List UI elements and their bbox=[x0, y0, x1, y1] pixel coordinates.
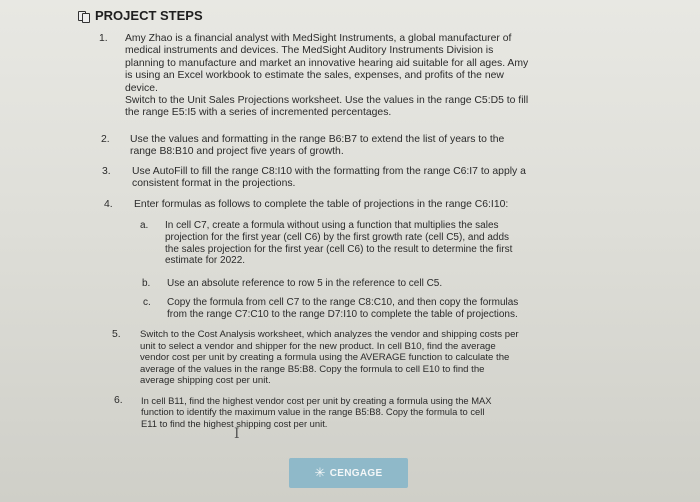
step-line: range B8:B10 and project five years of growth. bbox=[130, 146, 344, 158]
step-line: device. bbox=[125, 82, 158, 94]
step-line: the range E5:I5 with a series of incremented percentages. bbox=[125, 107, 392, 119]
substep-line: In cell C7, create a formula without using a function that multiplies the sales bbox=[165, 220, 499, 231]
substep-letter: a. bbox=[140, 220, 149, 231]
step-line: Enter formulas as follows to complete the table of projections in the range C6:I10: bbox=[134, 199, 509, 210]
cengage-button[interactable] bbox=[289, 458, 408, 488]
substep-letter: c. bbox=[143, 297, 151, 308]
step-line: medical instruments and devices. The MedSight Auditory Instruments Division is bbox=[125, 45, 494, 57]
cengage-button-label: CENGAGE bbox=[329, 467, 383, 479]
substep-line: estimate for 2022. bbox=[165, 255, 246, 267]
step-line: planning to manufacture and market an innovative hearing aid suitable for all ages. Amy bbox=[125, 57, 529, 69]
step-line: E11 to find the highest shipping cost per unit. bbox=[141, 417, 328, 429]
step-line: Use the values and formatting in the range B6:B7 to extend the list of years to the bbox=[130, 134, 505, 145]
cengage-logo-icon: ✳ bbox=[314, 465, 326, 480]
substep-line: the sales projection for the first year (cell C6) to the result to determine the first bbox=[165, 243, 513, 255]
step-line: unit to select a vendor and shipper for the new product. In cell B10, find the average bbox=[140, 340, 496, 352]
step-line: Use AutoFill to fill the range C8:I10 with the formatting from the range C6:I7 to apply a bbox=[132, 166, 526, 177]
step-line: vendor cost per unit by creating a formula using the AVERAGE function to calculate the bbox=[140, 352, 510, 364]
substep-line: from the range C7:C10 to the range D7:I10 to complete the table of projections. bbox=[167, 308, 518, 320]
step-line: Amy Zhao is a financial analyst with MedSight Instruments, a global manufacturer of bbox=[125, 33, 512, 44]
step-number: 6. bbox=[114, 395, 123, 406]
step-6 bbox=[114, 395, 594, 431]
step-number: 5. bbox=[112, 329, 121, 340]
substep-a bbox=[140, 220, 600, 270]
step-number: 3. bbox=[102, 166, 111, 177]
page-title: PROJECT STEPS bbox=[95, 8, 203, 23]
substep-letter: b. bbox=[142, 278, 151, 289]
step-line: In cell B11, find the highest vendor cost per unit by creating a formula using the MAX bbox=[141, 395, 492, 406]
project-steps-header bbox=[78, 8, 203, 23]
step-5 bbox=[112, 329, 612, 389]
step-3 bbox=[102, 166, 612, 192]
step-line: function to identify the maximum value in the range B5:B8. Copy the formula to cell bbox=[141, 406, 485, 418]
step-line: average of the values in the range B5:B8. Copy the formula to cell E10 to find the bbox=[140, 363, 485, 375]
substep-c bbox=[143, 297, 603, 323]
substep-line: Use an absolute reference to row 5 in the reference to cell C5. bbox=[167, 278, 443, 289]
step-number: 1. bbox=[99, 33, 108, 44]
substep-line: Copy the formula from cell C7 to the range C8:C10, and then copy the formulas bbox=[167, 297, 519, 308]
text-cursor-icon: I bbox=[234, 426, 240, 442]
step-line: average shipping cost per unit. bbox=[140, 375, 271, 387]
step-2 bbox=[101, 134, 601, 160]
copy-icon bbox=[78, 10, 89, 21]
step-line: Switch to the Unit Sales Projections worksheet. Use the values in the range C5:D5 to fill bbox=[125, 95, 529, 107]
step-1 bbox=[99, 33, 609, 128]
step-4 bbox=[104, 199, 604, 213]
substep-line: projection for the first year (cell C6) by the first growth rate (cell C5), and adds bbox=[165, 231, 510, 243]
step-number: 4. bbox=[104, 199, 113, 210]
step-line: is using an Excel workbook to estimate the sales, expenses, and profits of the new bbox=[125, 70, 504, 82]
substep-b bbox=[142, 278, 602, 292]
step-line: consistent format in the projections. bbox=[132, 178, 296, 190]
step-number: 2. bbox=[101, 134, 110, 145]
step-line: Switch to the Cost Analysis worksheet, which analyzes the vendor and shipping costs per bbox=[140, 329, 519, 340]
